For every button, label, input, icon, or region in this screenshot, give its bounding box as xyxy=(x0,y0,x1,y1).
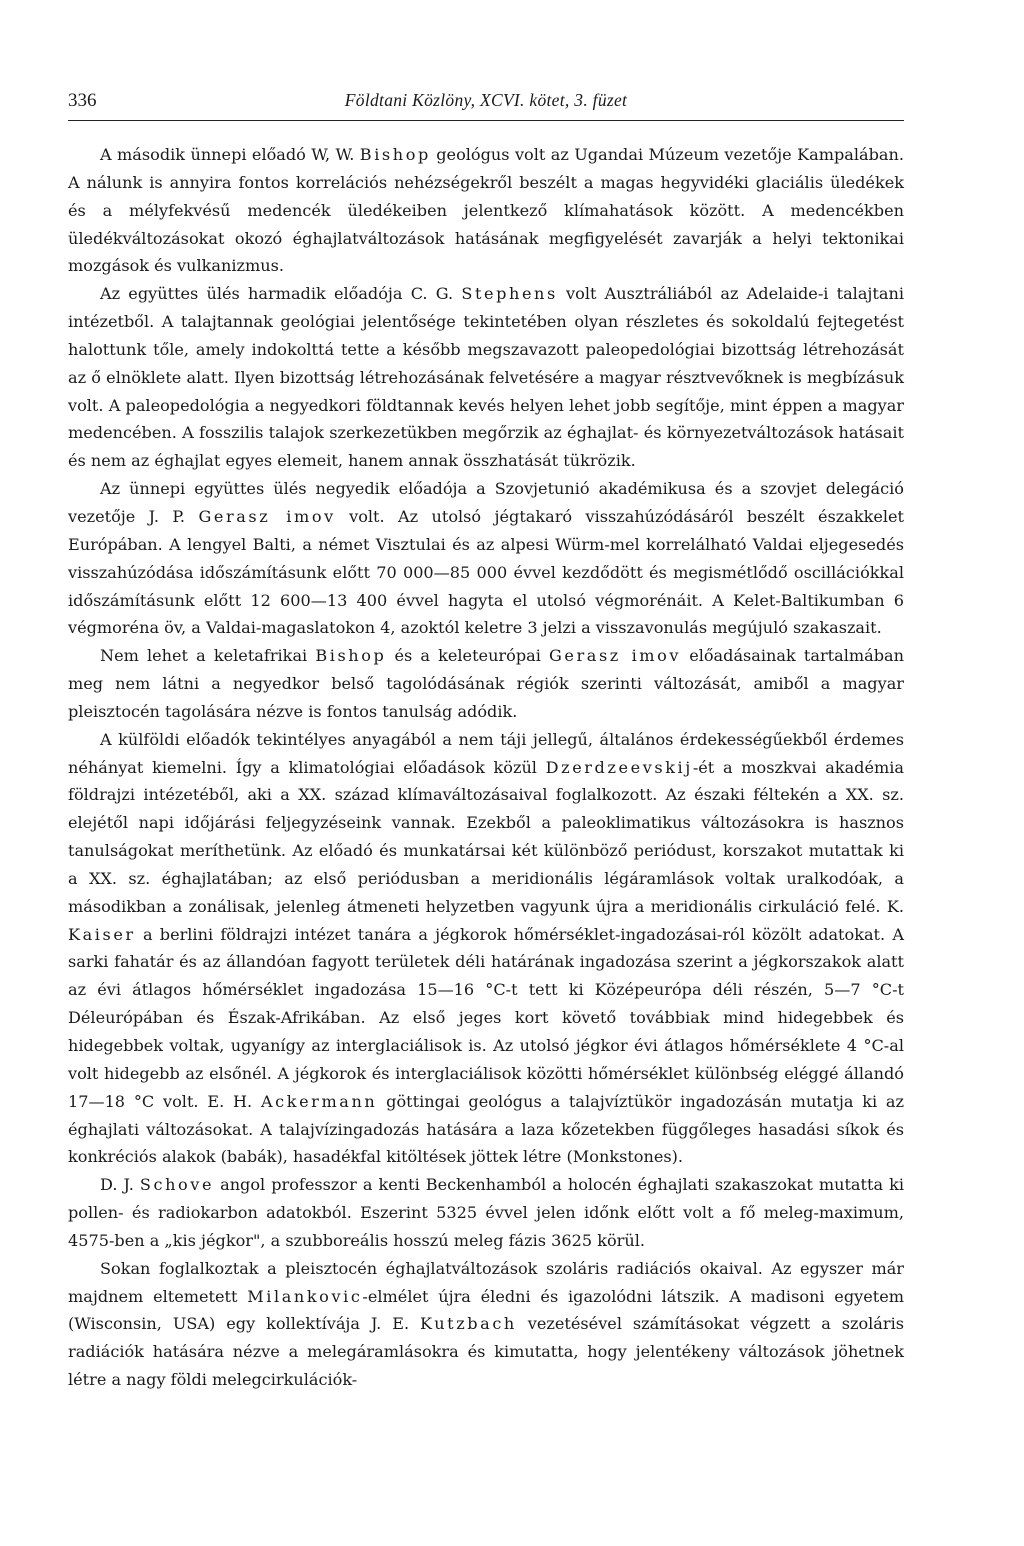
person-name: Bishop xyxy=(315,646,387,666)
person-name: Bishop xyxy=(359,145,431,164)
paragraph: A külföldi előadók tekintélyes anyagából a nem táji jellegű, általános érdekességűekből érdemes néhányat kiemelni. Így a klimatológiai előadások közül Dzerdzeevskij-ét a moszkvai akadémia földrajzi intézetéből, aki a XX. század klímaváltozásaival foglalkozott. Az északi féltekén a XX. sz. elejétől napi időjárási feljegyzéseink vannak. Ezekből a paleoklimatikus változásokra is hasznos tanulságokat meríthetünk. Az előadó és munkatársai két különböző periódust, korszakot mutattak ki a XX. sz. éghajlatában; az első periódusban a meridionális légáramlások voltak uralkodóak, a másodikban a zonálisak, jelenleg átmeneti helyzetben vagyunk újra a meridionális cirkuláció felé. K. Kaiser a berlini földrajzi intézet tanára a jégkorok hőmérséklet-ingadozásai-ról közölt adatokat. A sarki fahatár és az állandóan fagyott területek déli határának ingadozása szerint a jégkorszakok alatt az évi átlagos hőmérséklet ingadozása 15—16 °C-t tett ki Középeurópa déli részén, 5—7 °C-t Déleurópában és Észak-Afrikában. Az első jeges kort követő továbbiak mind hidegebbek és hidegebbek voltak, ugyanígy az interglaciálisok is. Az utolsó jégkor évi átlagos hőmérséklete 4 °C-al volt hidegebb az elsőnél. A jégkorok és interglaciálisok közötti hőmérséklet különbség eléggé állandó 17—18 °C volt. E. H. Ackermann göttingai geológus a talajvíztükör ingadozásán mutatja ki az éghajlati változásokat. A talajvízingadozás hatására a laza kőzetekben függőleges hasadási síkok és konkréciós alakok (babák), hasadékfal kitöltések jöttek létre (Monkstones). xyxy=(68,729,904,1167)
person-name: Dzerdzeevskij xyxy=(545,757,693,777)
person-name: Schove xyxy=(139,1175,215,1195)
person-name: Stephens xyxy=(461,284,558,304)
page-number: 336 xyxy=(68,90,97,111)
person-name: Milankovic xyxy=(247,1286,363,1306)
paragraph: Sokan foglalkoztak a pleisztocén éghajlatváltozások szoláris radiációs okaival. Az egyszer már majdnem eltemetett Milankovic-elmélet újra éledni és igazolódni látszik. A madisoni egyetem (Wisconsin, USA) egy kollektívája J. E. Kutzbach vezetésével számításokat végzett a szoláris radiációk hatására nézve a melegáramlásokra és kimutatta, hogy jelentékeny változások jöhetnek létre a nagy földi melegcirkulációk- xyxy=(68,1258,905,1390)
person-name: Gerasz imov xyxy=(198,506,336,526)
paragraph: Az ünnepi együttes ülés negyedik előadója a Szovjetunió akadémikusa és a szovjet delegáció vezetője J. P. Gerasz imov volt. Az utolsó jégtakaró visszahúzódásáról beszélt északkelet Európában. A lengyel Balti, a német Visztulai és az alpesi Würm-mel korrelálható Valdai eljegesedés visszahúzódása időszámításunk előtt 70 000—85 000 évvel kezdődött és megismétlődő oscillációkkal időszámításunk előtt 12 600—13 400 évvel hagyta el utolsó végmorénáit. A Kelet-Baltikumban 6 végmoréna öv, a Valdai-magaslatokon 4, azoktól keletre 3 jelzi a visszavonulás megújuló szakaszait. xyxy=(68,479,904,638)
paragraph: Nem lehet a keletafrikai Bishop és a keleteurópai Gerasz imov előadásainak tartalmában meg nem látni a negyedkor belső tagolódásának régiók szerinti változását, amiből a magyar pleisztocén tagolására nézve is fontos tanulság adódik. xyxy=(68,646,904,721)
person-name: Ackermann xyxy=(260,1091,378,1111)
document-page xyxy=(68,88,904,1394)
paragraph: D. J. Schove angol professzor a kenti Beckenhamból a holocén éghajlati szakaszokat mutatta ki pollen- és radiokarbon adatokból. Eszerint 5325 évvel jelen időnk előtt volt a fő meleg-maximum, 4575-ben a „kis jégkor", a szubboreális hosszú meleg fázis 3625 körül. xyxy=(68,1175,905,1250)
running-head xyxy=(68,88,904,121)
paragraph: Az együttes ülés harmadik előadója C. G. Stephens volt Ausztráliából az Adelaide-i talajtani intézetből. A talajtannak geológiai jelentősége tekintetében olyan részletes és sokoldalú fejtegetést halottunk tőle, amely indokolttá tette a később megszavazott paleopedológiai bizottság létrehozását az ő elnöklete alatt. Ilyen bizottság létrehozásának felvetésére a magyar résztvevőknek is megbízásuk volt. A paleopedológia a negyedkori földtannak kevés helyen lehet jobb segítője, mint éppen a magyar medencében. A fosszilis talajok szerkezetükben megőrzik az éghajlat- és környezetváltozások hatásait és nem az éghajlat egyes elemeit, hanem annak összhatását tükrözik. xyxy=(68,284,904,471)
person-name: Gerasz imov xyxy=(549,646,682,666)
person-name: Kutzbach xyxy=(420,1314,517,1334)
person-name: Kaiser xyxy=(68,924,136,944)
journal-title: Földtani Közlöny, XCVI. kötet, 3. füzet xyxy=(344,90,628,110)
paragraph: A második ünnepi előadó W, W. Bishop geológus volt az Ugandai Múzeum vezetője Kampalában. A nálunk is annyira fontos korrelációs nehézségekről beszélt a magas hegyvidéki glaciális üledékek és a mélyfekvésű medencék üledékeiben jelentkező klímahatások között. A medencékben üledékváltozásokat okozó éghajlatváltozások hatásának megfigyelését zavarják a helyi tektonikai mozgások és vulkanizmus. xyxy=(68,145,904,276)
body-text xyxy=(68,141,904,1394)
